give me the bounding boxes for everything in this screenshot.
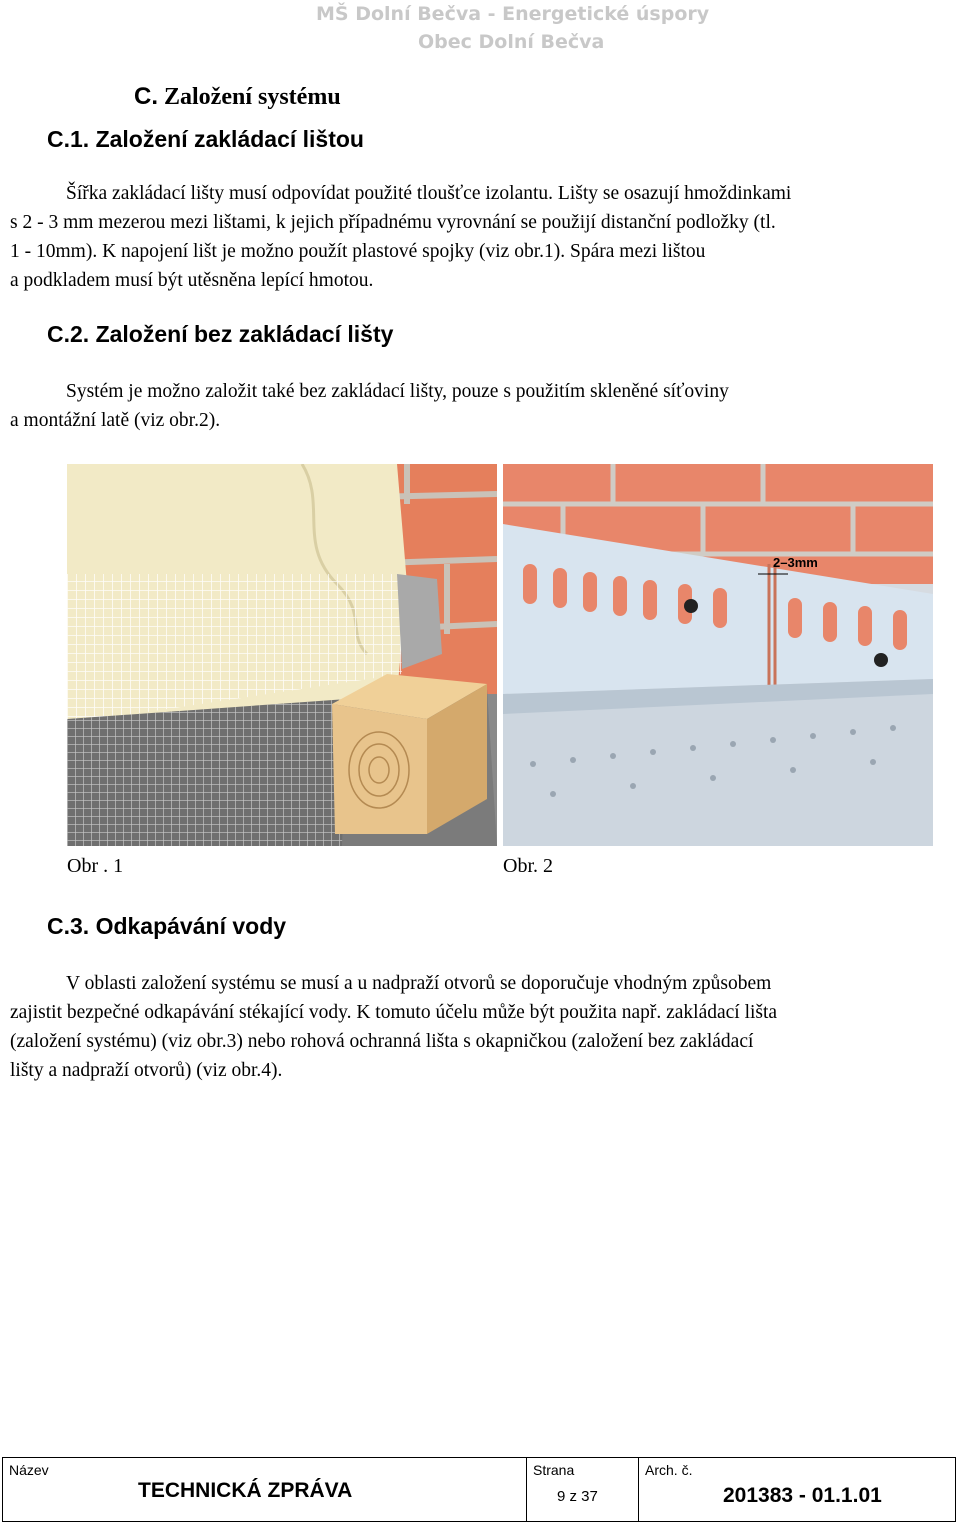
subsection-c2-title: C.2. Založení bez zakládací lišty (47, 321, 394, 347)
figure-1-caption: Obr . 1 (67, 855, 124, 877)
c1-line: s 2 - 3 mm mezerou mezi lištami, k jejich případnému vyrovnání se použijí distanční podložky (tl. (10, 212, 776, 233)
subsection-c1-title: C.1. Založení zakládací lištou (47, 126, 364, 152)
c3-line: zajistit bezpečné odkapávání stékající vody. K tomuto účelu může být použita např. zakládací lišta (10, 1002, 778, 1023)
section-number: C. (134, 83, 158, 110)
c3-line: V oblasti založení systému se musí a u nadpraží otvorů se doporučuje vhodným způsobem (66, 973, 772, 994)
c2-line: Systém je možno založit také bez zakládací lišty, pouze s použitím skleněné síťoviny (66, 381, 729, 402)
footer-arch-value: 201383 - 01.1.01 (723, 1484, 882, 1507)
footer-page-cell (527, 1458, 639, 1521)
section-heading (134, 83, 341, 111)
footer-name-value: TECHNICKÁ ZPRÁVA (138, 1479, 353, 1502)
c1-line: a podkladem musí být utěsněna lepící hmotou. (10, 270, 374, 291)
footer-name-cell (3, 1458, 527, 1521)
c2-paragraph (10, 377, 956, 435)
c1-paragraph (10, 179, 956, 295)
figure-2-image (503, 464, 933, 846)
footer-arch-label: Arch. č. (645, 1462, 693, 1478)
header-client: Obec Dolní Bečva (418, 31, 605, 53)
c3-paragraph (10, 969, 956, 1085)
c1-line: Šířka zakládací lišty musí odpovídat použité tloušťce izolantu. Lišty se osazují hmoždinkami (66, 183, 792, 204)
figure-2-caption: Obr. 2 (503, 855, 553, 877)
footer-page-label: Strana (533, 1462, 575, 1478)
footer-name-label: Název (9, 1462, 49, 1478)
c2-line: a montážní latě (viz obr.2). (10, 410, 221, 431)
c3-line: lišty a nadpraží otvorů) (viz obr.4). (10, 1060, 283, 1081)
c3-line: (založení systému) (viz obr.3) nebo rohová ochranná lišta s okapničkou (založení bez zakládací (10, 1031, 754, 1052)
c1-line: 1 - 10mm). K napojení lišt je možno použít plastové spojky (viz obr.1). Spára mezi lištou (10, 241, 706, 262)
footer-arch-cell (639, 1458, 955, 1521)
footer-table (2, 1457, 956, 1522)
footer-page-value: 9 z 37 (557, 1488, 598, 1505)
figure-1-image (67, 464, 497, 846)
gap-label: 2–3mm (773, 555, 818, 570)
section-title: Založení systému (164, 84, 341, 110)
header-project-title: MŠ Dolní Bečva - Energetické úspory (316, 3, 710, 25)
subsection-c3-title: C.3. Odkapávání vody (47, 913, 287, 939)
